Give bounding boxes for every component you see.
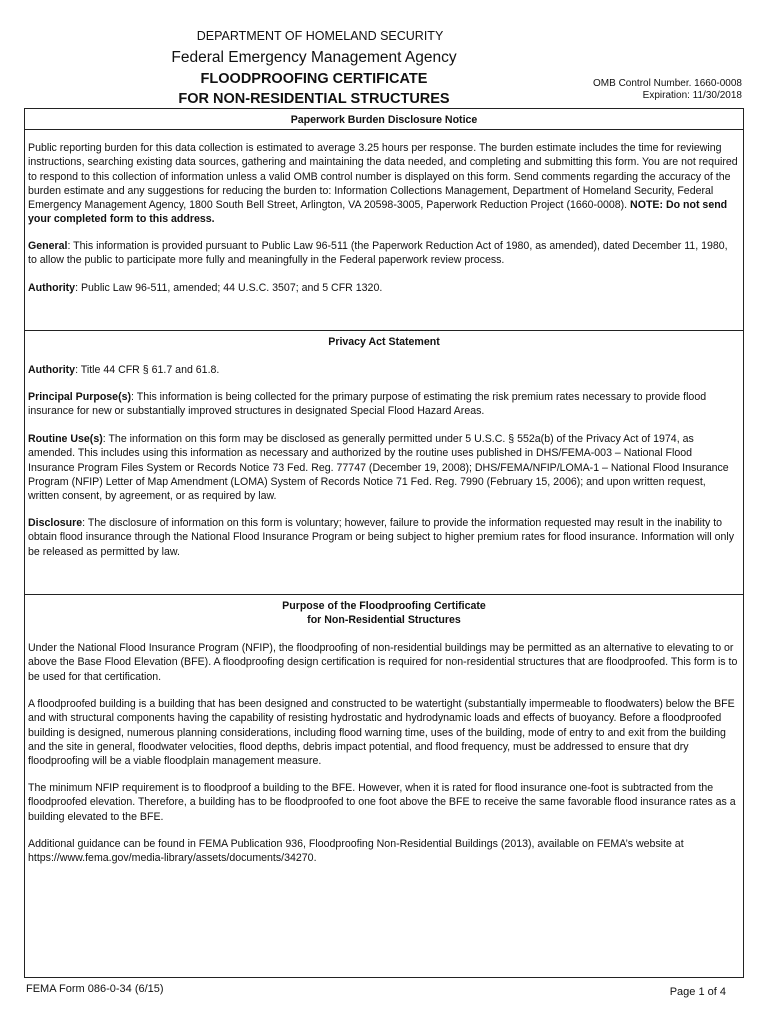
paperwork-notice-title: Paperwork Burden Disclosure Notice [290, 114, 478, 126]
burden-text: Public reporting burden for this data collection is estimated to average 3.25 hours per response. The burden estimate includes the time for reviewing instructions, searching existing data sources, gathering and maintaining the data needed, and completing and submitting this form. You are not required to respond to this collection of information unless a valid OMB control number is displayed on this form. Send comments regarding the accuracy of the burden estimate and any suggestions for reducing the burden to: Information Collections Management, Department of Homeland Security, Federal Emergency Management Agency, 1800 South Bell Street, Arlington, VA 20598-3005, Paperwork Reduction Project (1660-0008). [28, 142, 738, 212]
form-title-line2: FOR NON-RESIDENTIAL STRUCTURES [178, 91, 450, 107]
disclosure-paragraph [28, 516, 738, 559]
section-divider [25, 129, 743, 130]
section-divider [25, 330, 743, 331]
general-label: General [28, 240, 68, 252]
purpose-title-line1: Purpose of the Floodproofing Certificate [282, 600, 486, 612]
routine-uses-text: : The information on this form may be disclosed as generally permitted under 5 U.S.C. § 552a(b) of the Privacy Act of 1974, as amended. This includes using this information as necessary and authorized by the routine uses published in DHS/FEMA-003 – National Flood Insurance Program Files System or Records Notice 73 Fed. Reg. 77747 (December 19, 2008); DHS/FEMA/NFIP/LOMA-1 – National Flood Insurance Program (NFIP) Letter of Map Amendment (LOMA) System of Records Notice 71 Fed. Reg. 7990 (February 15, 2006); and upon written request, written consent, by agreement, or as required by law. [28, 433, 729, 503]
section-divider [25, 594, 743, 595]
privacy-authority-label: Authority [28, 364, 76, 376]
privacy-authority-paragraph [28, 363, 738, 377]
burden-note: NOTE: Do not send your completed form to this address. [28, 199, 728, 226]
principal-purpose-paragraph [28, 390, 738, 419]
general-paragraph [28, 239, 738, 268]
authority-text: : Public Law 96-511, amended; 44 U.S.C. 3507; and 5 CFR 1320. [75, 282, 383, 294]
privacy-act-title: Privacy Act Statement [328, 336, 440, 348]
routine-uses-label: Routine Use(s) [28, 433, 103, 445]
purpose-paragraph-1: Under the National Flood Insurance Program (NFIP), the floodproofing of non-residential buildings may be permitted as an alternative to elevating to or above the Base Flood Elevation (BFE). A floodproofing design certification is required for non-residential structures that are floodproofed. This form is to be used for that certification. [28, 642, 738, 683]
omb-control-number: OMB Control Number. 1660-0008 [593, 78, 742, 89]
purpose-paragraph-4: Additional guidance can be found in FEMA Publication 936, Floodproofing Non-Residential Buildings (2013), available on FEMA’s website at https://www.fema.gov/media-library/assets/documents/34270. [28, 838, 684, 865]
principal-purpose-text: : This information is being collected for the primary purpose of estimating the risk premium rates necessary to provide flood insurance for new or substantially improved structures in designated Special Flood Hazard Areas. [28, 391, 707, 418]
omb-expiration: Expiration: 11/30/2018 [642, 90, 742, 101]
disclosure-label: Disclosure [28, 517, 83, 529]
disclosure-text: : The disclosure of information on this form is voluntary; however, failure to provide the information requested may result in the inability to obtain flood insurance through the National Flood Insurance Program or being subject to higher premium rates for flood insurance. Information will only be released as permitted by law. [28, 517, 735, 558]
department-heading: DEPARTMENT OF HOMELAND SECURITY [196, 29, 444, 43]
agency-heading: Federal Emergency Management Agency [171, 49, 457, 66]
routine-uses-paragraph [28, 432, 738, 503]
principal-purpose-label: Principal Purpose(s) [28, 391, 132, 403]
burden-paragraph [28, 141, 738, 227]
form-title-line1: FLOODPROOFING CERTIFICATE [200, 71, 428, 87]
form-body-frame [24, 108, 744, 978]
general-text: : This information is provided pursuant to Public Law 96-511 (the Paperwork Reduction Act of 1980, as amended), dated December 11, 1980, to allow the public to participate more fully and meaningfully in the Federal paperwork review process. [28, 240, 728, 267]
authority-paragraph [28, 281, 738, 295]
privacy-authority-text: : Title 44 CFR § 61.7 and 61.8. [75, 364, 220, 376]
purpose-paragraph-3: The minimum NFIP requirement is to floodproof a building to the BFE. However, when it is rated for flood insurance one-foot is subtracted from the floodproofed elevation. Therefore, a building has to be floodproofed to one foot above the BFE to receive the same favorable flood insurance rates as a building elevated to the BFE. [28, 782, 736, 823]
page-number: Page 1 of 4 [669, 986, 726, 998]
purpose-paragraph-2: A floodproofed building is a building that has been designed and constructed to be watertight (substantially impermeable to floodwaters) below the BFE and with structural components having the capability of resisting hydrostatic and hydrodynamic loads and effects of buoyancy. Before a floodproofed building is designed, numerous planning considerations, including flood warning time, uses of the building, mode of entry to and exit from the building and the site in general, floodwater velocities, flood depths, debris impact potential, and flood frequency, must be addressed to ensure that dry floodproofing will be a viable floodplain management measure. [28, 698, 735, 768]
form-number: FEMA Form 086-0-34 (6/15) [26, 983, 164, 995]
authority-label: Authority [28, 282, 76, 294]
purpose-title-line2: for Non-Residential Structures [307, 614, 461, 626]
